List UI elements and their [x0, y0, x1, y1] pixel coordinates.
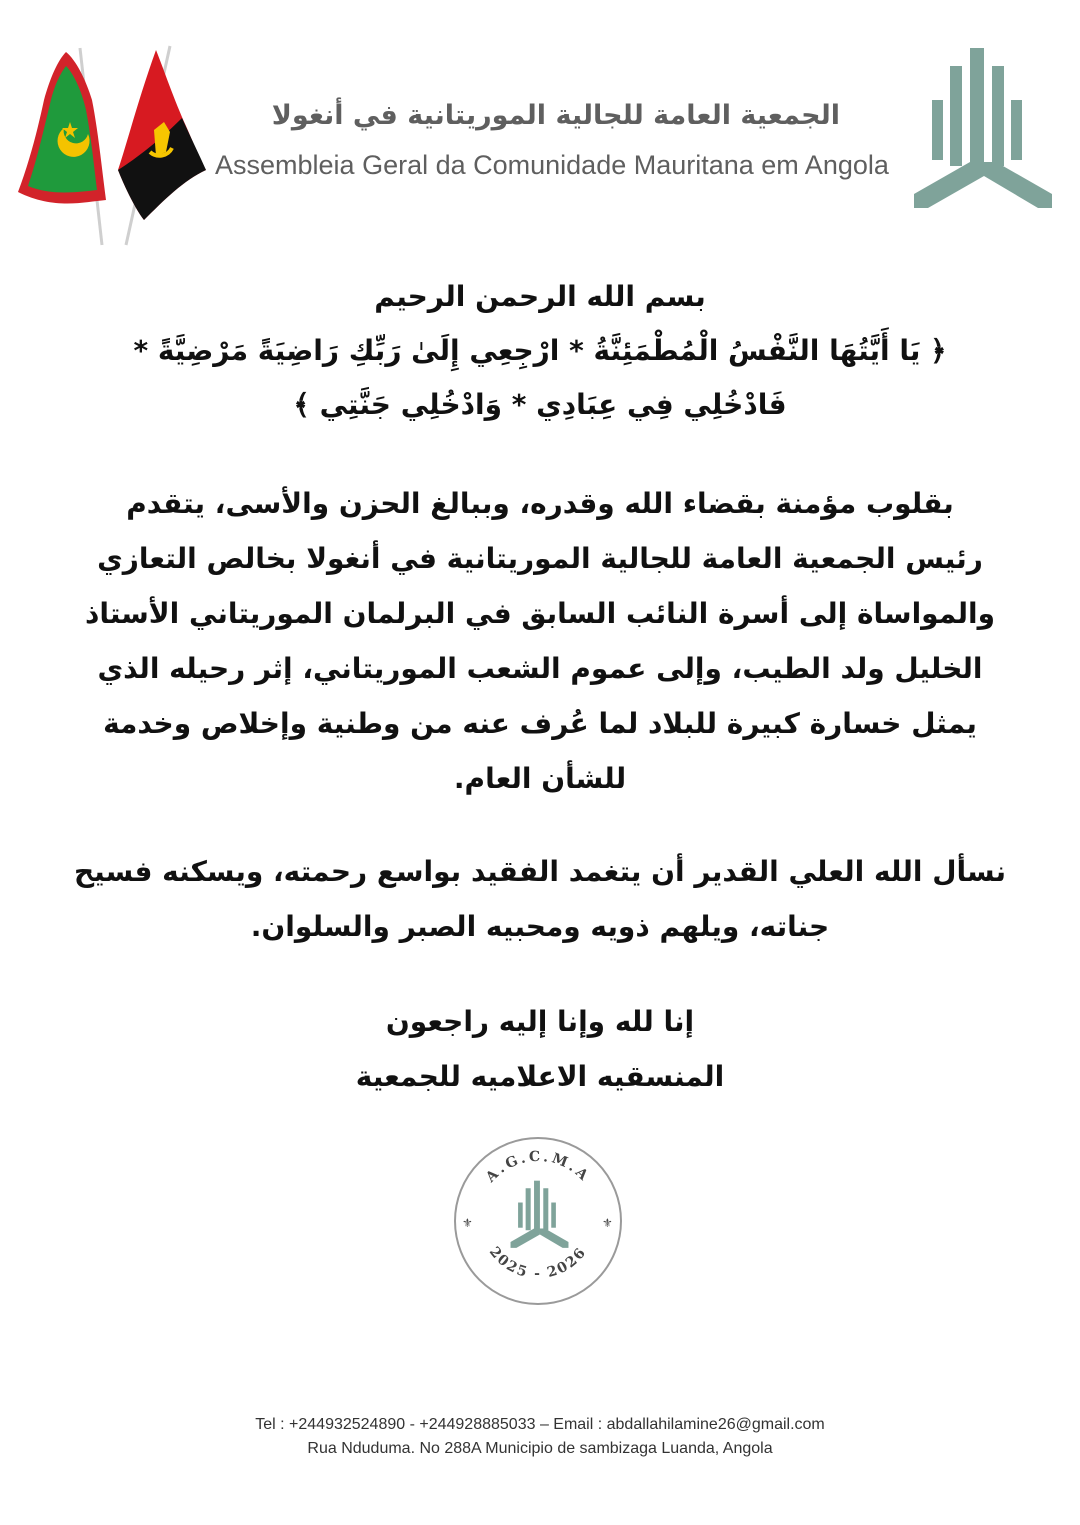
mauritania-flag-icon	[18, 52, 106, 204]
agcma-logo-icon	[908, 44, 1058, 214]
condolence-message	[20, 270, 1060, 1104]
org-name-arabic: الجمعية العامة للجالية الموريتانية في أنغولا	[271, 100, 840, 131]
quran-verse-line-2: فَادْخُلِي فِي عِبَادِي * وَادْخُلِي جَنَّتِي ﴾	[293, 388, 787, 421]
contact-line: Tel : +244932524890 - +244928885033 – Email : abdallahilamine26@gmail.com	[255, 1416, 825, 1433]
flags-icon	[14, 40, 214, 250]
closing-line: إنا لله وإنا إليه راجعون	[385, 1005, 695, 1038]
basmala: بسم الله الرحمن الرحيم	[374, 280, 706, 313]
paragraph-line: جناته، ويلهم ذويه ومحبيه الصبر والسلوان.	[250, 910, 830, 943]
paragraph-line: نسأل الله العلي القدير أن يتغمد الفقيد بواسع رحمته، ويسكنه فسيح	[73, 855, 1007, 888]
paragraph-line: الخليل ولد الطيب، وإلى عموم الشعب الموريتاني، إثر رحيله الذي	[97, 652, 983, 685]
letterhead	[0, 0, 1080, 250]
paragraph-line: للشأن العام.	[453, 762, 627, 795]
angola-flag-icon	[118, 50, 206, 220]
fleur-icon-right: ⚜	[602, 1216, 613, 1230]
paragraph-line: يمثل خسارة كبيرة للبلاد لما عُرف عنه من وطنية وإخلاص وخدمة	[103, 707, 977, 740]
signature-line: المنسقيه الاعلاميه للجمعية	[355, 1060, 725, 1093]
paragraph-line: والمواساة إلى أسرة النائب السابق في البرلمان الموريتاني الأستاذ	[84, 597, 996, 630]
condolence-paragraph	[20, 476, 1060, 806]
paragraph-line: رئيس الجمعية العامة للجالية الموريتانية في أنغولا بخالص التعازي	[97, 542, 983, 575]
seal-bottom-text: 2025 - 2026	[485, 1244, 591, 1282]
paragraph-line: بقلوب مؤمنة بقضاء الله وقدره، وببالغ الحزن والأسى، يتقدم	[126, 487, 954, 520]
org-name-portuguese: Assembleia Geral da Comunidade Mauritana em Angola	[215, 150, 889, 180]
quran-verse-line-1: ﴿ يَا أَيَّتُهَا النَّفْسُ الْمُطْمَئِنَّةُ * ارْجِعِي إِلَىٰ رَبِّكِ رَاضِيَةً مَرْضِيَّةً *	[133, 334, 947, 367]
fleur-icon-left: ⚜	[462, 1216, 473, 1230]
agcma-seal	[452, 1135, 624, 1307]
address-line: Rua Nduduma. No 288A Municipio de sambizaga Luanda, Angola	[307, 1440, 773, 1457]
seal-top-text: A.G.C.M.A	[482, 1148, 594, 1186]
prayer-paragraph	[20, 844, 1060, 954]
footer	[0, 1413, 1080, 1461]
